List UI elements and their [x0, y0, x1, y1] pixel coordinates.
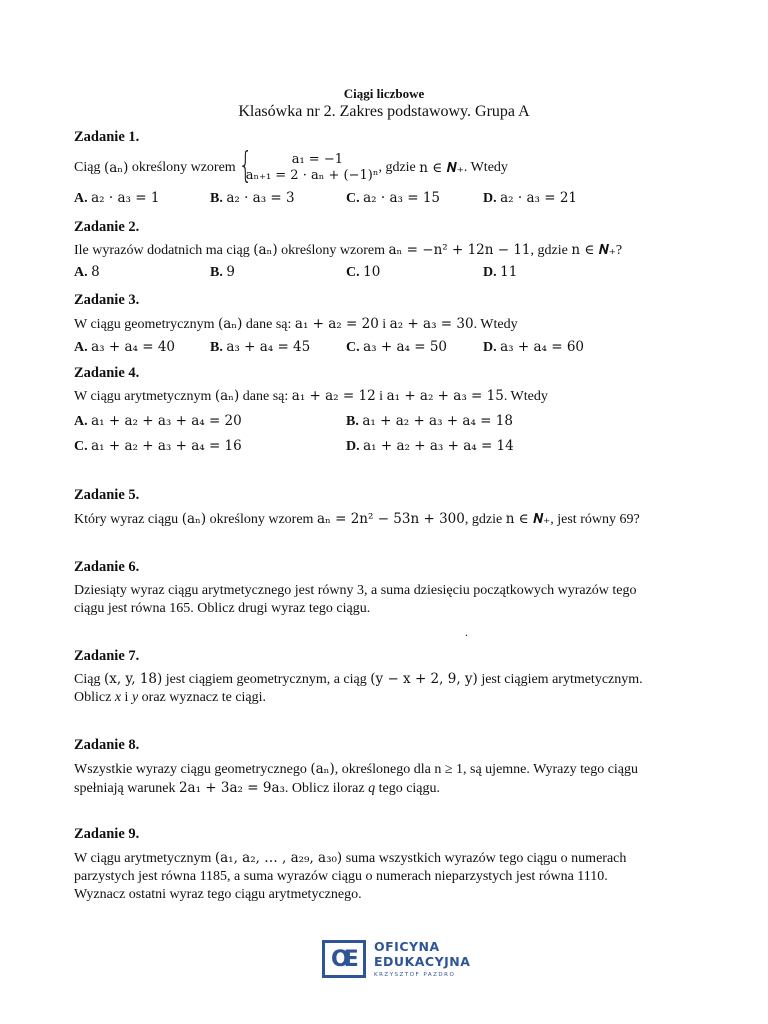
task-5: [74, 486, 714, 529]
publisher-logo: [322, 938, 472, 986]
task-text-line-2: ciągu jest równa 165. Oblicz drugi wyraz tego ciągu.: [74, 601, 371, 616]
task-7: [74, 647, 714, 707]
sequence-symbol: (aₙ): [103, 160, 129, 176]
answer-options: [74, 188, 714, 208]
answer-options-row-1: [74, 411, 714, 431]
answer-options: [74, 337, 714, 357]
task-text-line-1: Dziesiąty wyraz ciągu arytmetycznego jest równy 3, a suma dziesięciu początkowych wyrazów tego: [74, 583, 637, 598]
task-2: [74, 218, 714, 282]
task-1: [74, 128, 714, 208]
option-a: A. a₂ · a₃ = 1: [74, 190, 160, 206]
option-b: B. a₂ · a₃ = 3: [210, 190, 295, 206]
oe-logo-icon: OE: [322, 940, 366, 978]
option-c: C. 10: [346, 264, 381, 280]
option-b: B. a₁ + a₂ + a₃ + a₄ = 18: [346, 413, 513, 429]
option-d: D. a₃ + a₄ = 60: [483, 339, 585, 355]
worksheet-page: [74, 0, 714, 1024]
task-4: [74, 364, 714, 456]
option-c: C. a₁ + a₂ + a₃ + a₄ = 16: [74, 438, 242, 454]
task-heading: Zadanie 7.: [74, 648, 140, 664]
option-b: B. 9: [210, 264, 235, 280]
task-text-line-1: Wszystkie wyrazy ciągu geometrycznego (aₙ), określonego dla n ≥ 1, są ujemne. Wyrazy tego ciągu: [74, 761, 639, 777]
separator-dot: .: [465, 625, 468, 639]
task-text: Który wyraz ciągu (aₙ) określony wzorem aₙ = 2n² − 53n + 300, gdzie n ∈ 𝑵₊, jest równy 69?: [74, 511, 640, 527]
option-d: D. 11: [483, 264, 518, 280]
logo-line-3: KRZYSZTOF PAZDRO: [374, 972, 456, 978]
task-8: [74, 736, 714, 798]
task-6: [74, 558, 714, 618]
task-text-line-2: spełniają warunek 2a₁ + 3a₂ = 9a₃. Oblicz iloraz q tego ciągu.: [74, 780, 441, 796]
option-c: C. a₃ + a₄ = 50: [346, 339, 448, 355]
logo-line-2: EDUKACYJNA: [374, 954, 471, 969]
task-text: W ciągu arytmetycznym (aₙ) dane są: a₁ + a₂ = 12 i a₁ + a₂ + a₃ = 15. Wtedy: [74, 388, 548, 404]
task-heading: Zadanie 5.: [74, 487, 140, 503]
task-heading: Zadanie 2.: [74, 219, 140, 235]
option-a: A. a₃ + a₄ = 40: [74, 339, 176, 355]
task-text-line-2: Oblicz x i y oraz wyznacz te ciągi.: [74, 690, 267, 705]
task-heading: Zadanie 3.: [74, 292, 140, 308]
option-a: A. a₁ + a₂ + a₃ + a₄ = 20: [74, 413, 242, 429]
task-heading: Zadanie 6.: [74, 559, 140, 575]
recursive-system: { a₁ = −1 aₙ₊₁ = 2 · aₙ + (−1)ⁿ: [238, 145, 379, 186]
page-subtitle: Klasówka nr 2. Zakres podstawowy. Grupa A: [238, 103, 530, 120]
task-text: Ciąg (aₙ) określony wzorem { a₁ = −1 aₙ₊₁ = 2 · aₙ + (−1)ⁿ , gdzie n ∈ 𝑵₊ . Wtedy: [74, 145, 508, 186]
task-text-line-1: Ciąg (x, y, 18) jest ciągiem geometrycznym, a ciąg (y − x + 2, 9, y) jest ciągiem arytmetycznym.: [74, 671, 643, 687]
task-heading: Zadanie 8.: [74, 737, 140, 753]
brace-symbol: {: [238, 145, 253, 186]
task-heading: Zadanie 9.: [74, 826, 140, 842]
task-text-line-2: parzystych jest równa 1185, a suma wyrazów ciągu o numerach nieparzystych jest równa 1110.: [74, 869, 608, 884]
logo-line-1: OFICYNA: [374, 939, 440, 954]
option-d: D. a₂ · a₃ = 21: [483, 190, 577, 206]
option-a: A. 8: [74, 264, 100, 280]
option-b: B. a₃ + a₄ = 45: [210, 339, 311, 355]
answer-options-row-2: [74, 436, 714, 456]
task-text: Ile wyrazów dodatnich ma ciąg (aₙ) określony wzorem aₙ = −n² + 12n − 11, gdzie n ∈ 𝑵₊?: [74, 242, 623, 258]
task-text-line-3: Wyznacz ostatni wyraz tego ciągu arytmetycznego.: [74, 887, 362, 902]
task-heading: Zadanie 1.: [74, 129, 140, 145]
task-text-line-1: W ciągu arytmetycznym (a₁, a₂, … , a₂₉, a₃₀) suma wszystkich wyrazów tego ciągu o numerach: [74, 850, 627, 866]
task-text: W ciągu geometrycznym (aₙ) dane są: a₁ + a₂ = 20 i a₂ + a₃ = 30. Wtedy: [74, 316, 518, 332]
task-heading: Zadanie 4.: [74, 365, 140, 381]
answer-options: [74, 262, 714, 282]
task-3: [74, 291, 714, 357]
option-c: C. a₂ · a₃ = 15: [346, 190, 440, 206]
page-title: Ciągi liczbowe: [343, 86, 425, 101]
option-d: D. a₁ + a₂ + a₃ + a₄ = 14: [346, 438, 514, 454]
task-9: [74, 825, 714, 904]
